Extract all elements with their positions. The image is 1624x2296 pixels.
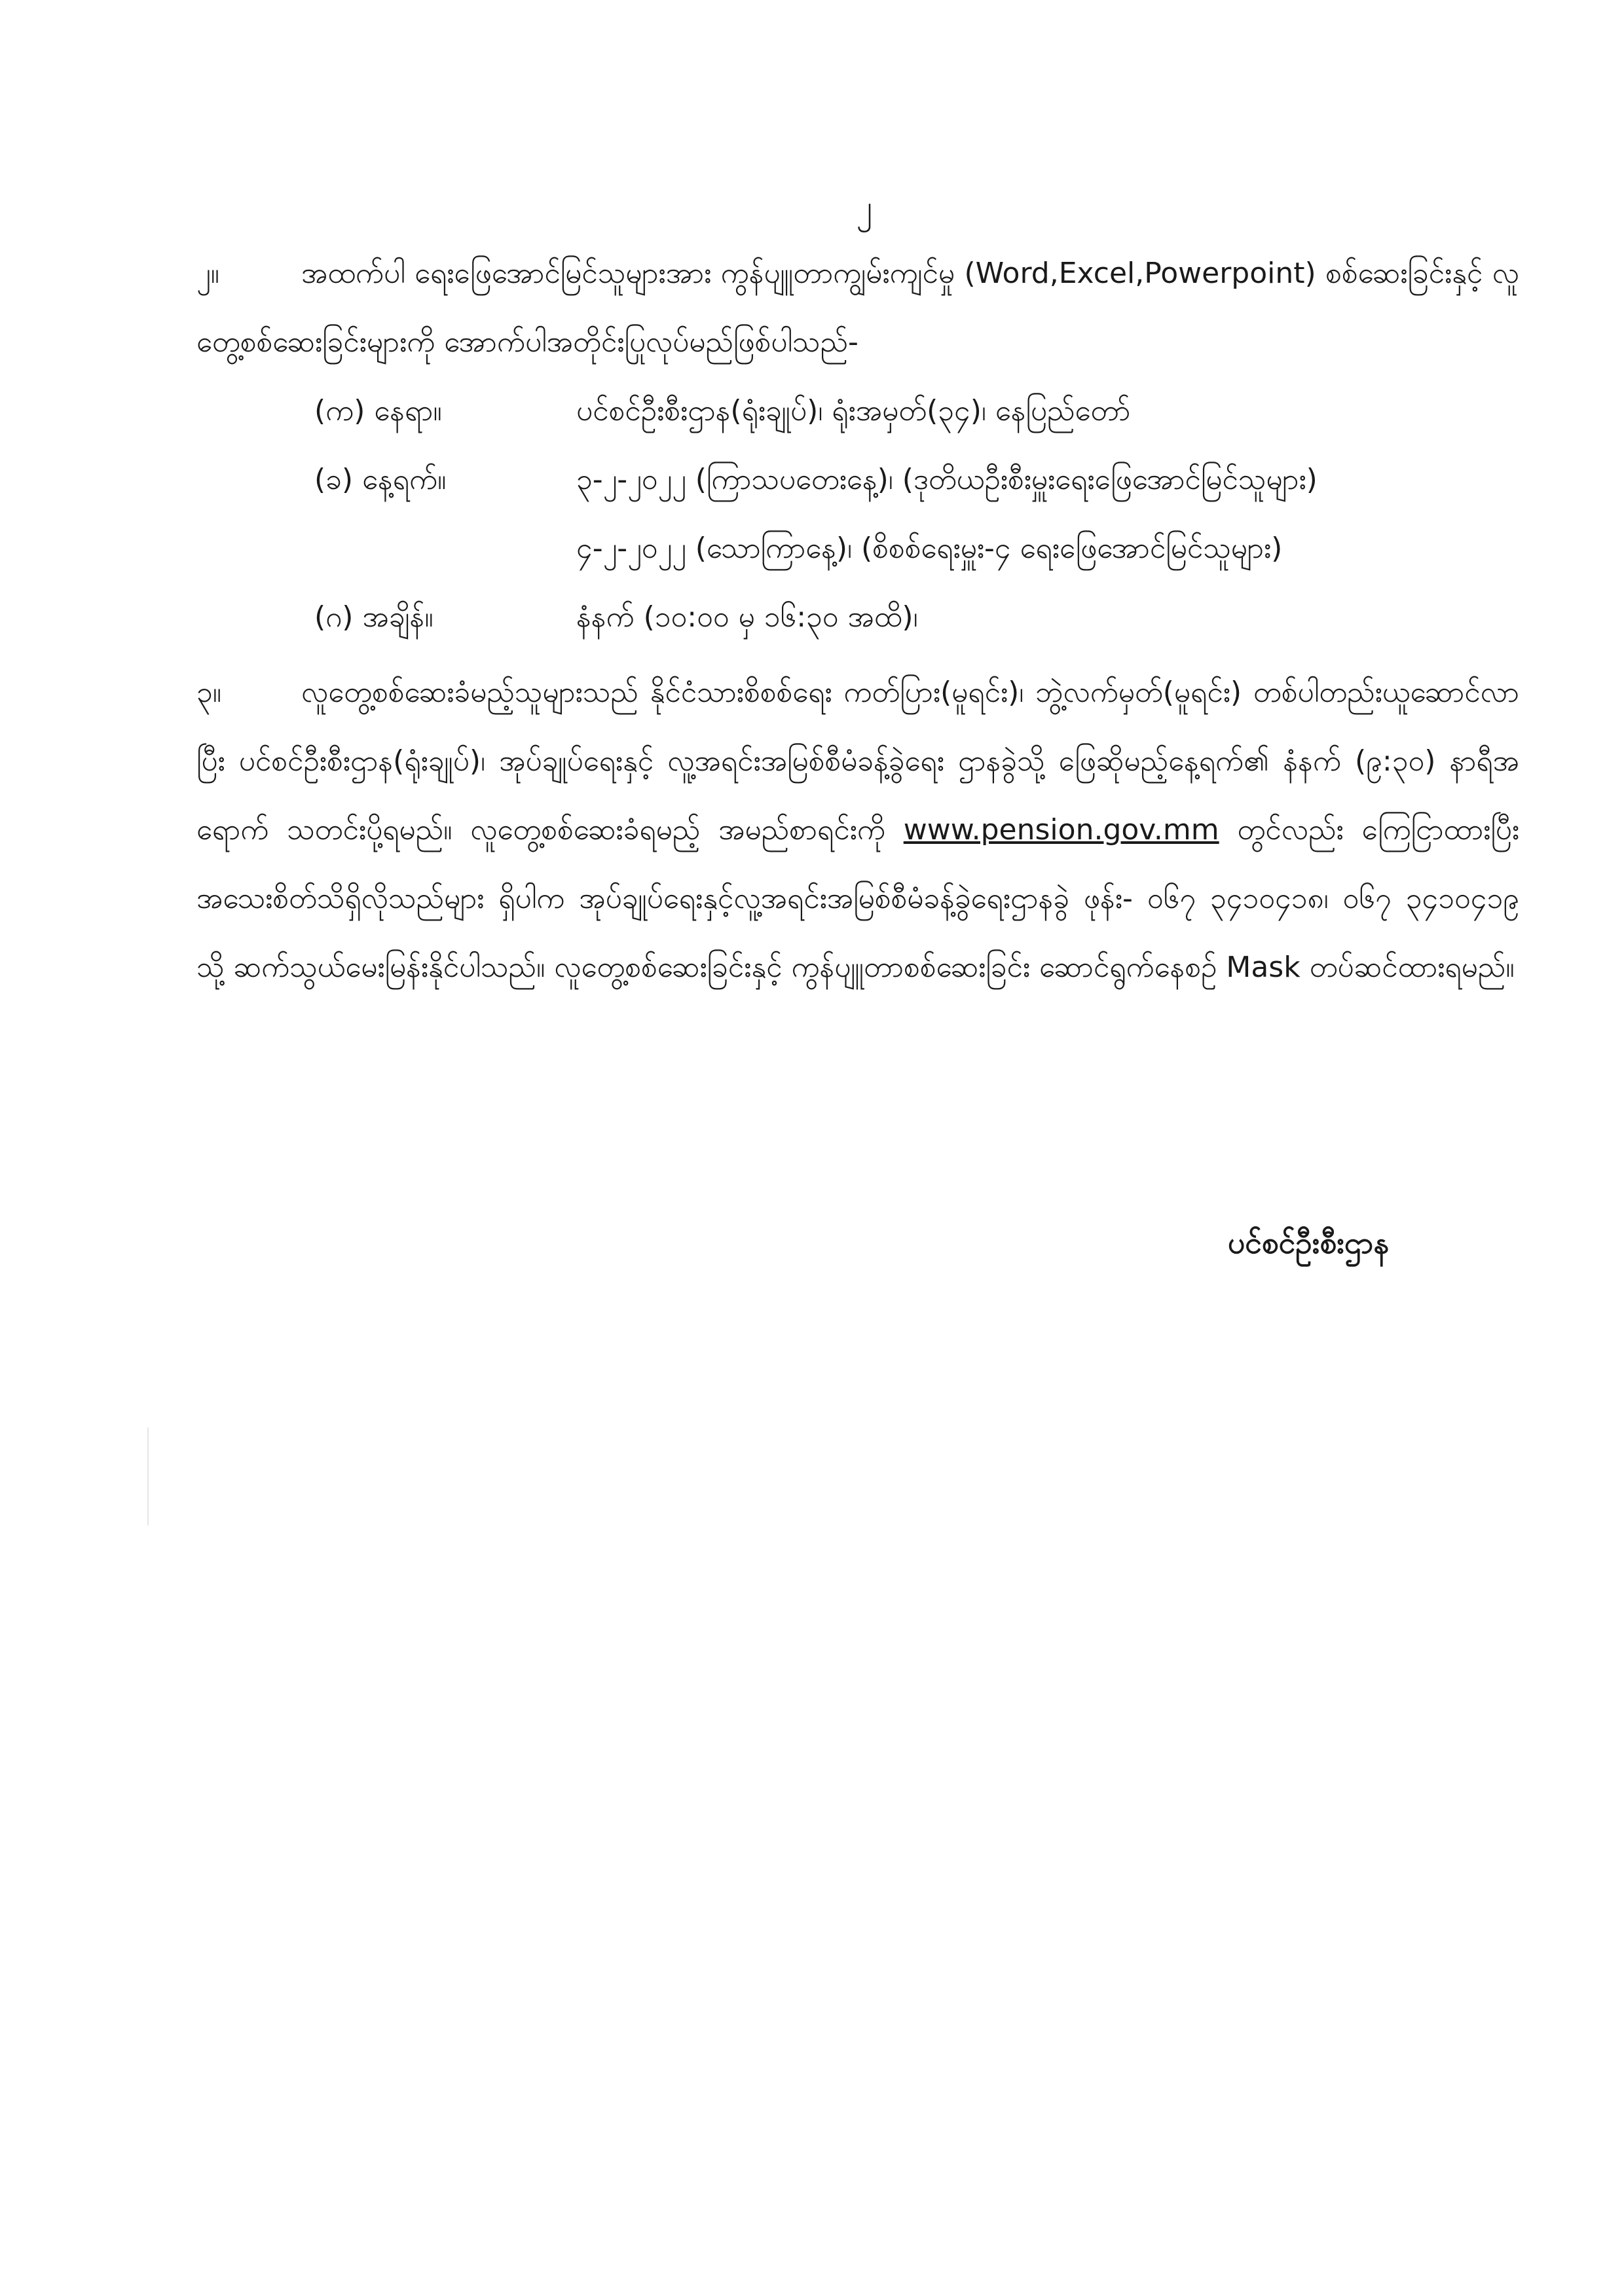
paragraph-2-number: ၂။ bbox=[196, 257, 219, 290]
sub-item-time-value: နံနက် (၁၀:၀၀ မှ ၁၆:၃၀ အထိ)၊ bbox=[576, 600, 918, 634]
paragraph-2 bbox=[196, 239, 1519, 376]
sub-item-date bbox=[314, 445, 1318, 514]
pension-website-link[interactable]: www.pension.gov.mm bbox=[903, 813, 1219, 847]
sub-item-date-value: ၃-၂-၂၀၂၂ (ကြာသပတေးနေ့)၊ (ဒုတိယဦးစီးမှူးရေးဖြေအောင်မြင်သူများ) bbox=[576, 463, 1318, 496]
signature-department: ပင်စင်ဦးစီးဌာန bbox=[1228, 1225, 1390, 1260]
sub-item-time-label: (ဂ) အချိန်။ bbox=[314, 600, 434, 634]
page-number: ၂ bbox=[856, 188, 873, 226]
sub-item-location bbox=[314, 376, 1130, 445]
sub-item-date-label: (ခ) နေ့ရက်။ bbox=[314, 463, 447, 496]
paragraph-3 bbox=[196, 658, 1519, 1002]
sub-item-date-value-2: ၄-၂-၂၀၂၂ (သောကြာနေ့)၊ (စိစစ်ရေးမှူး-၄ ရေးဖြေအောင်မြင်သူများ) bbox=[576, 532, 1283, 565]
sub-item-date-second bbox=[576, 514, 1282, 583]
sub-item-location-label: (က) နေရာ။ bbox=[314, 394, 442, 428]
sub-item-time bbox=[314, 583, 918, 651]
paragraph-3-number: ၃။ bbox=[196, 676, 222, 709]
sub-item-location-value: ပင်စင်ဦးစီးဌာန(ရုံးချုပ်)၊ ရုံးအမှတ်(၃၄)၊ နေပြည်တော် bbox=[576, 394, 1131, 428]
paragraph-2-text: အထက်ပါ ရေးဖြေအောင်မြင်သူများအား ကွန်ပျူတာကျွမ်းကျင်မှု (Word,Excel,Powerpoint) စစ်ဆေးခြင်းနှင့် လူတွေ့စစ်ဆေးခြင်းများကို အောက်ပါအတိုင်းပြုလုပ်မည်ဖြစ်ပါသည်- bbox=[196, 257, 1519, 359]
paragraph-3-text-after: တွင်လည်း ကြေငြာထားပြီး အသေးစိတ်သိရှိလိုသည်များ ရှိပါက အုပ်ချုပ်ရေးနှင့်လူ့အရင်းအမြစ်စီမံခန့်ခွဲရေးဌာနခွဲ ဖုန်း- ၀၆၇ ၃၄၁၀၄၁၈၊ ၀၆၇ ၃၄၁၀၄၁၉ သို့ ဆက်သွယ်မေးမြန်းနိုင်ပါသည်။ လူတွေ့စစ်ဆေးခြင်းနှင့် ကွန်ပျူတာစစ်ဆေးခြင်း ဆောင်ရွက်နေစဉ် Mask တပ်ဆင်ထားရမည်။ bbox=[196, 813, 1520, 984]
scan-margin-mark bbox=[147, 1427, 149, 1525]
paragraph-3-text-before: လူတွေ့စစ်ဆေးခံမည့်သူများသည် နိုင်ငံသားစိစစ်ရေး ကတ်ပြား(မူရင်း)၊ ဘွဲ့လက်မှတ်(မူရင်း) တစ်ပါတည်းယူဆောင်လာပြီး ပင်စင်ဦးစီးဌာန(ရုံးချုပ်)၊ အုပ်ချုပ်ရေးနှင့် လူ့အရင်းအမြစ်စီမံခန့်ခွဲရေး ဌာနခွဲသို့ ဖြေဆိုမည့်နေ့ရက်၏ နံနက် (၉:၃၀) နာရီအရောက် သတင်းပို့ရမည်။ လူတွေ့စစ်ဆေးခံရမည့် အမည်စာရင်းကို bbox=[196, 676, 1519, 847]
